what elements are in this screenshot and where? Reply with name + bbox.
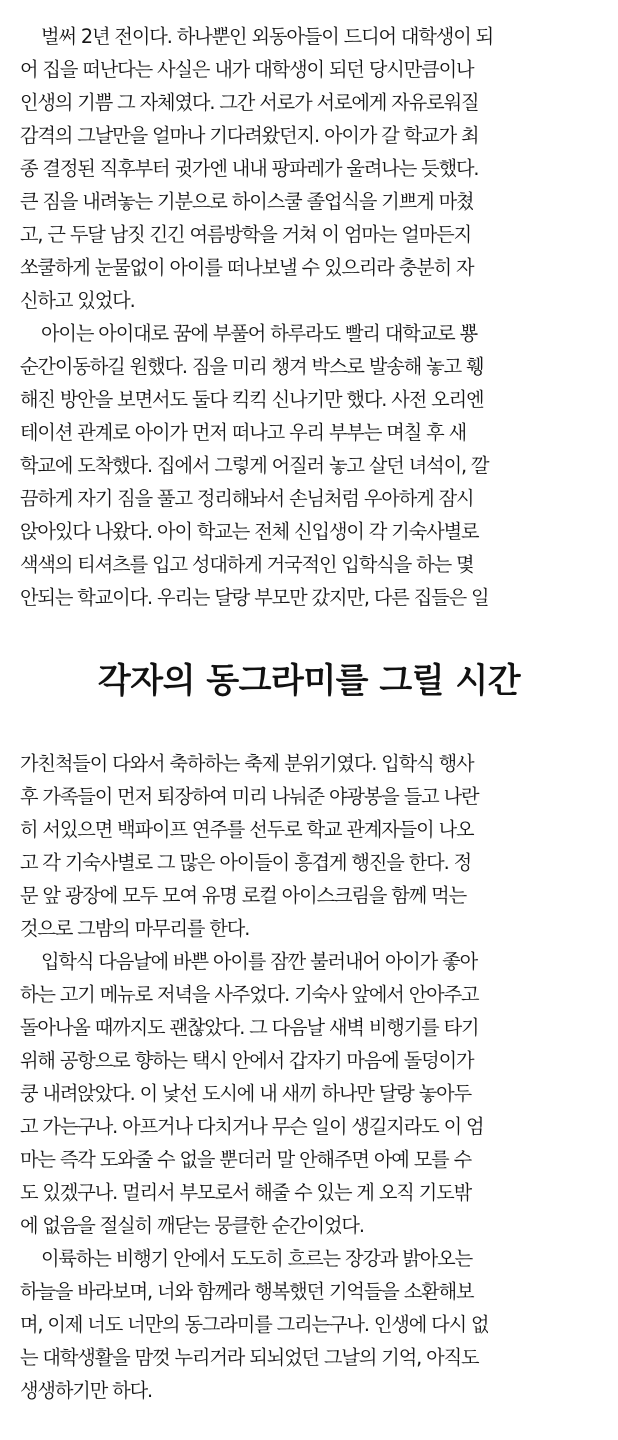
text-line: 쿵 내려앉았다. 이 낯선 도시에 내 새끼 하나만 달랑 놓아두: [20, 1082, 471, 1105]
text-line: 문 앞 광장에 모두 모여 유명 로컬 아이스크림을 함께 먹는: [20, 884, 466, 907]
paragraph-5: [20, 1242, 602, 1407]
text-line: 고, 근 두달 남짓 긴긴 여름방학을 거쳐 이 엄마는 얼마든지: [20, 223, 471, 246]
text-line: 히 서있으면 백파이프 연주를 선두로 학교 관계자들이 나오: [20, 818, 474, 841]
text-line: 학교에 도착했다. 집에서 그렇게 어질러 놓고 살던 녀석이, 깔: [20, 454, 489, 477]
article-top-column: [20, 20, 602, 614]
text-line: 큰 짐을 내려놓는 기분으로 하이스쿨 졸업식을 기쁘게 마쳤: [20, 190, 474, 213]
text-line: 신하고 있었다.: [20, 289, 135, 312]
text-line: 마는 즉각 도와줄 수 없을 뿐더러 말 안해주면 아예 모를 수: [20, 1148, 471, 1171]
paragraph-3: [20, 747, 602, 945]
text-line: 하늘을 바라보며, 너와 함께라 행복했던 기억들을 소환해보: [20, 1280, 474, 1303]
text-line: 쏘쿨하게 눈물없이 아이를 떠나보낼 수 있으리라 충분히 자: [20, 256, 474, 279]
text-line: 테이션 관계로 아이가 먼저 떠나고 우리 부부는 며칠 후 새: [20, 421, 466, 444]
headline: 각자의 동그라미를 그릴 시간: [97, 661, 521, 701]
text-line: 입학식 다음날에 바쁜 아이를 잠깐 불러내어 아이가 좋아: [41, 950, 478, 973]
text-line: 후 가족들이 먼저 퇴장하여 미리 나눠준 야광봉을 들고 나란: [20, 785, 479, 808]
text-line: 아이는 아이대로 꿈에 부풀어 하루라도 빨리 대학교로 뿅: [41, 322, 478, 345]
text-line: 끔하게 자기 짐을 풀고 정리해놔서 손님처럼 우아하게 잠시: [20, 487, 474, 510]
text-line: 생생하기만 하다.: [20, 1379, 153, 1402]
paragraph-1: [20, 20, 602, 317]
text-line: 는 대학생활을 맘껏 누리거라 되뇌었던 그날의 기억, 아직도: [20, 1346, 479, 1369]
text-line: 순간이동하길 원했다. 짐을 미리 챙겨 박스로 발송해 놓고 휑: [20, 355, 484, 378]
text-line: 것으로 그밤의 마무리를 한다.: [20, 917, 250, 940]
text-line: 가친척들이 다와서 축하하는 축제 분위기였다. 입학식 행사: [20, 752, 474, 775]
text-line: 고 각 기숙사별로 그 많은 아이들이 흥겹게 행진을 한다. 정: [20, 851, 471, 874]
text-line: 고 가는구나. 아프거나 다치거나 무슨 일이 생길지라도 이 엄: [20, 1115, 484, 1138]
text-line: 해진 방안을 보면서도 둘다 킥킥 신나기만 했다. 사전 오리엔: [20, 388, 484, 411]
text-line: 에 없음을 절실히 깨닫는 뭉클한 순간이었다.: [20, 1214, 364, 1237]
text-line: 감격의 그날만을 얼마나 기다려왔던지. 아이가 갈 학교가 최: [20, 124, 479, 147]
paragraph-2: [20, 317, 602, 614]
text-line: 이륙하는 비행기 안에서 도도히 흐르는 장강과 밝아오는: [41, 1247, 473, 1270]
text-line: 색색의 티셔츠를 입고 성대하게 거국적인 입학식을 하는 몇: [20, 553, 474, 576]
paragraph-4: [20, 945, 602, 1242]
text-line: 하는 고기 메뉴로 저녁을 사주었다. 기숙사 앞에서 안아주고: [20, 983, 479, 1006]
text-line: 어 집을 떠난다는 사실은 내가 대학생이 되던 당시만큼이나: [20, 58, 474, 81]
article-bottom-column: [20, 747, 602, 1407]
text-line: 돌아나올 때까지도 괜찮았다. 그 다음날 새벽 비행기를 타기: [20, 1016, 479, 1039]
text-line: 며, 이제 너도 너만의 동그라미를 그리는구나. 인생에 다시 없: [20, 1313, 489, 1336]
text-line: 위해 공항으로 향하는 택시 안에서 갑자기 마음에 돌덩이가: [20, 1049, 474, 1072]
text-line: 앉아있다 나왔다. 아이 학교는 전체 신입생이 각 기숙사별로: [20, 520, 479, 543]
text-line: 종 결정된 직후부터 귓가엔 내내 팡파레가 울려나는 듯했다.: [20, 157, 479, 180]
text-line: 안되는 학교이다. 우리는 달랑 부모만 갔지만, 다른 집들은 일: [20, 586, 489, 609]
text-line: 인생의 기쁨 그 자체였다. 그간 서로가 서로에게 자유로워질: [20, 91, 479, 114]
text-line: 도 있겠구나. 멀리서 부모로서 해줄 수 있는 게 오직 기도밖: [20, 1181, 471, 1204]
text-line: 벌써 2년 전이다. 하나뿐인 외동아들이 드디어 대학생이 되: [41, 25, 494, 48]
